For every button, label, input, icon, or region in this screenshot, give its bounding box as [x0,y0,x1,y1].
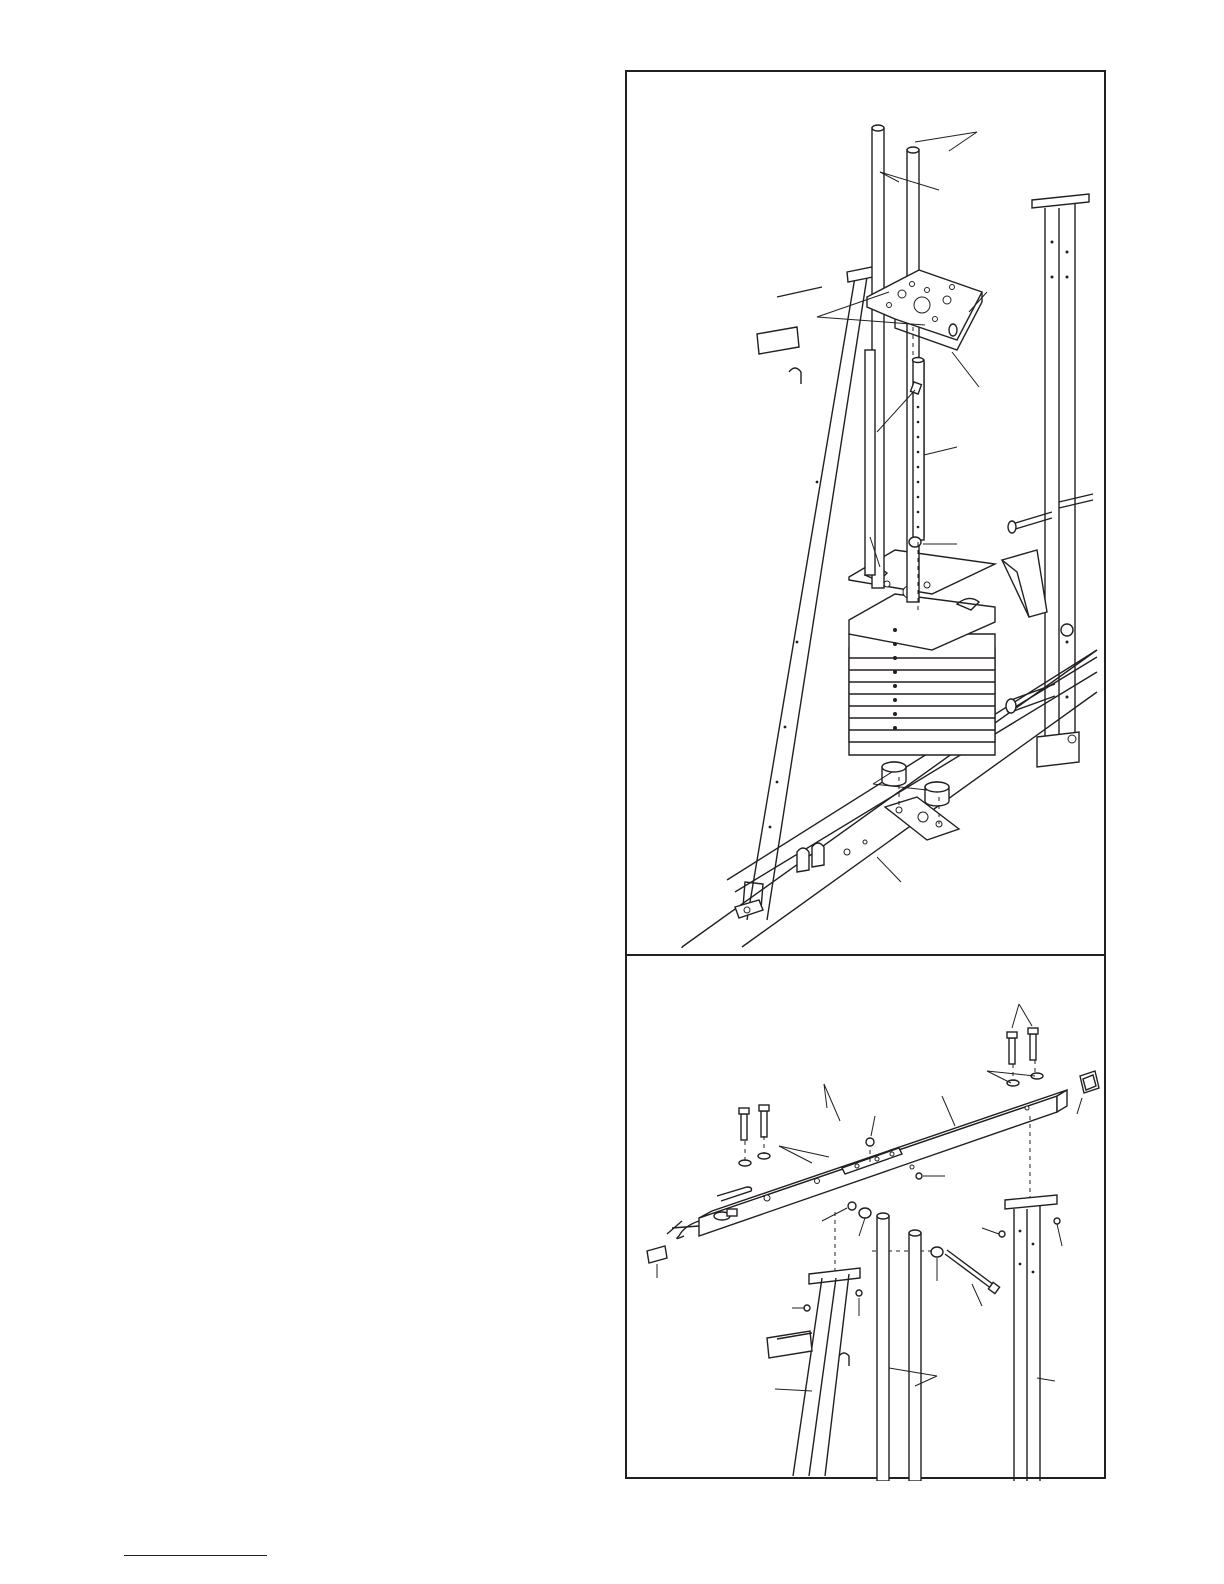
guide-rods [865,72,1108,602]
base-brackets [797,840,867,872]
upper-frame-drawing [627,956,1108,1481]
left-upright [735,267,873,920]
seat-bracket [1002,550,1047,617]
end-cap-left [647,1221,699,1278]
right-upright [1006,194,1093,767]
weight-plates [849,550,995,755]
weight-stack-drawing [627,72,1108,958]
end-cap-right [1077,1071,1099,1114]
footer-rule [124,1555,267,1556]
figure-upper-frame [625,954,1106,1479]
bolts-washers [739,1028,1060,1311]
lower-uprights [767,1195,1057,1481]
figure-weight-stack [625,70,1106,956]
